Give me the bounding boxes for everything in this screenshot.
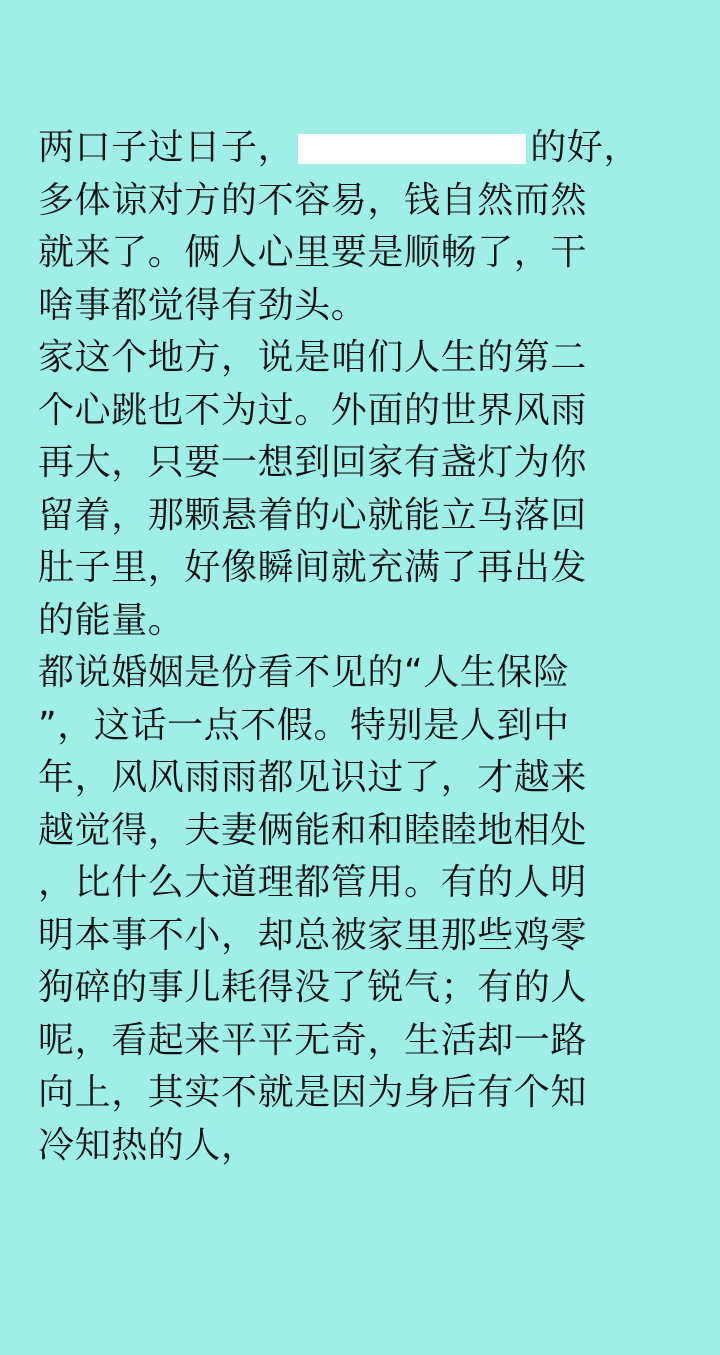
article-text xyxy=(38,122,688,1172)
text-line-5: 家这个地方，说是咱们人生的第二 xyxy=(38,337,588,378)
text-line-15: ，比什么大道理都管用。有的人明 xyxy=(38,862,588,903)
text-line-10: 的能量。 xyxy=(38,599,185,641)
text-line-1 xyxy=(38,122,688,175)
text-line-11: 都说婚姻是份看不见的“人生保险 xyxy=(38,652,570,693)
text-line-12: ”，这话一点不假。特别是人到中 xyxy=(38,704,570,746)
text-line-6: 个心跳也不为过。外面的世界风雨 xyxy=(38,389,588,431)
text-segment-after-redaction: 的好， xyxy=(530,127,641,168)
text-line-9: 肚子里，好像瞬间就充满了再出发 xyxy=(38,547,588,588)
text-line-19: 向上，其实不就是因为身后有个知 xyxy=(38,1072,588,1113)
text-line-14: 越觉得，夫妻俩能和和睦睦地相处 xyxy=(38,809,588,851)
text-line-13: 年，风风雨雨都见识过了，才越来 xyxy=(38,757,588,798)
text-line-16: 明本事不小，却总被家里那些鸡零 xyxy=(38,914,588,956)
text-line-7: 再大，只要一想到回家有盏灯为你 xyxy=(38,442,588,483)
text-line-8: 留着，那颗悬着的心就能立马落回 xyxy=(38,494,588,536)
text-segment-before-redaction: 两口子过日子， xyxy=(38,127,295,168)
text-line-20: 冷知热的人， xyxy=(38,1124,258,1166)
text-line-18: 呢，看起来平平无奇，生活却一路 xyxy=(38,1019,588,1061)
text-line-3: 就来了。俩人心里要是顺畅了，干 xyxy=(38,232,588,273)
text-line-2: 多体谅对方的不容易，钱自然而然 xyxy=(38,179,588,221)
text-line-4: 啥事都觉得有劲头。 xyxy=(38,284,368,326)
text-line-17: 狗碎的事儿耗得没了锐气；有的人 xyxy=(38,967,588,1008)
redaction-box xyxy=(298,134,526,164)
